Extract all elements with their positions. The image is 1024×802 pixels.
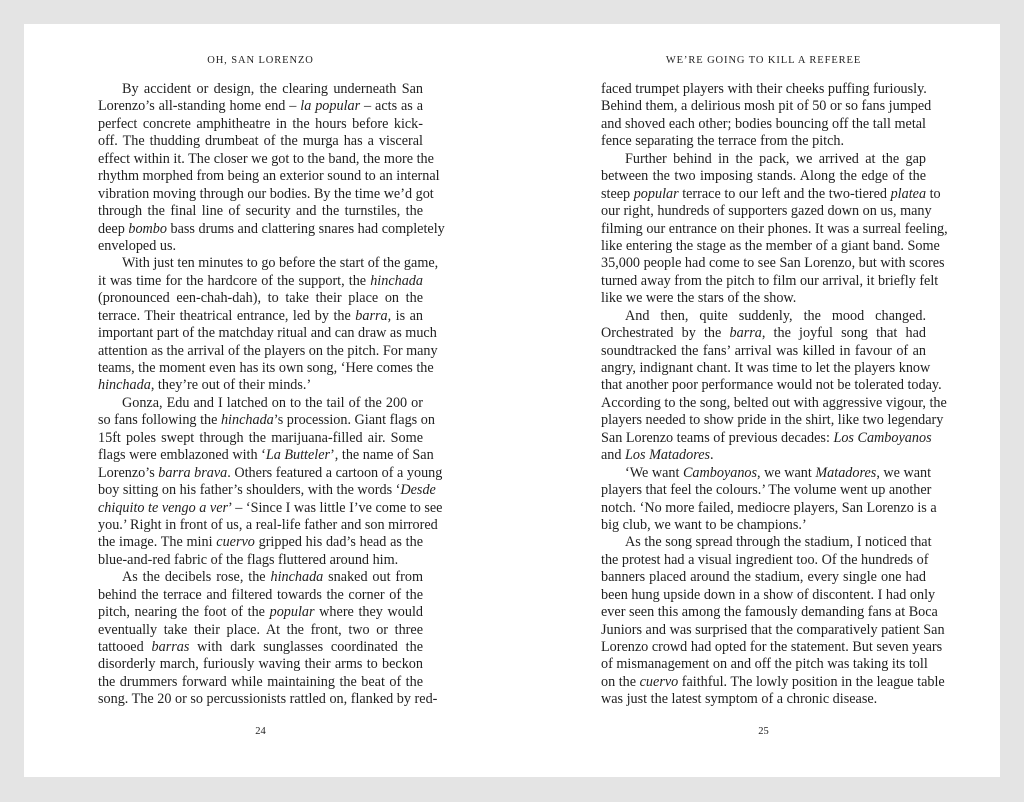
text-run: ‘We want [625,464,683,481]
text-line [98,569,423,586]
text-run: attention as the arrival of the players on the pitch. For many [98,342,438,359]
text-line [601,81,926,98]
text-run: with dark sunglasses coordinated the [189,639,424,655]
italic-text: Camboyanos [682,464,758,481]
text-line [98,412,435,429]
text-run: San Lorenzo teams of previous decades: [601,429,834,446]
text-run: Gonza, Edu and I latched on to the tail of the 200 or [122,394,423,411]
text-line [98,604,423,621]
text-run: deep [98,220,129,237]
text-run: . Others featured a cartoon of a young [227,464,443,481]
text-run: ’, the name of San [330,447,434,464]
italic-text: popular [269,604,315,621]
text-run: between the two imposing stands. Along the edge of the [601,168,926,185]
text-line [98,552,423,569]
text-run: pitch, nearing the foot of the [98,604,270,621]
text-run: off. The thudding drumbeat of the murga has a visceral [98,133,423,150]
text-run: effect within it. The closer we got to the band, the more the [98,150,434,167]
text-line [98,203,423,220]
italic-text: barra [729,325,762,342]
text-run: like entering the stage as the member of a giant band. Some [601,237,940,254]
text-line [601,429,932,447]
text-line [601,203,932,220]
text-line [601,272,939,290]
italic-text: barra, [355,307,392,324]
text-line [601,185,941,203]
text-line [601,499,937,517]
text-run: , we want [876,464,932,481]
text-line [98,447,434,464]
text-line [98,464,443,482]
text-run: angry, indignant chant. It was time to let the players know [601,360,931,376]
text-run: turned away from the pitch to film our arrival, it briefly felt [601,272,939,289]
italic-text: Desde [400,482,436,499]
text-line [601,255,945,272]
italic-text: cuervo [639,673,679,690]
text-line [601,377,942,394]
text-line [601,290,926,307]
text-run: (pronounced een-chah-dah), to take their place on the [98,290,423,307]
text-run: soundtracked the fans’ arrival was killed in favour of an [601,342,926,359]
text-line [98,622,423,639]
italic-text: hinchada [370,272,423,289]
text-line [601,569,926,586]
text-run: snaked out from [323,569,423,586]
text-run: bass drums and clattering snares had completely [166,220,445,237]
text-run: eventually take their place. At the front, two or three [98,621,423,638]
text-run: faithful. The lowly position in the league table [678,673,945,690]
text-line [98,290,423,307]
text-run: ’s procession. Giant flags on [273,412,435,429]
text-line [601,621,945,639]
text-run: faced trumpet players with their cheeks puffing furiously. [601,81,927,97]
text-run: terrace to our left and the two-tiered [678,185,891,202]
text-run: the protest had a visual ingredient too. Of the hundreds of [601,551,929,568]
italic-text: La Butteler [265,447,331,464]
text-run: that another poor performance would not be tolerated today. [601,377,942,394]
text-run: With just ten minutes to go before the start of the game, [122,255,439,272]
text-run: And then, quite suddenly, the mood changed. [625,307,926,324]
text-line [601,551,929,569]
text-line [98,238,423,255]
text-run: According to the song, belted out with aggressive vigour, the [601,394,947,411]
text-run: , we want [757,464,816,481]
text-run: rhythm morphed from being an exterior sound to an internal [98,168,440,185]
text-run: flags were emblazoned with ‘ [98,447,266,464]
text-line [601,673,945,691]
page-number-right: 25 [758,726,769,737]
text-line [601,534,932,551]
text-line [98,81,423,98]
italic-text: Los Matadores [625,447,711,464]
book-spread [24,24,1000,777]
text-run: Further behind in the pack, we arrived at the gap [625,150,926,167]
text-line [601,133,926,150]
text-line [98,168,440,185]
text-run: , the joyful song that had [761,325,926,342]
text-run: Lorenzo’s [98,464,159,481]
text-run: Lorenzo’s all-standing home end – [98,98,301,115]
text-line [98,185,434,203]
italic-text: bombo [128,220,167,237]
text-run: where they would [314,604,424,621]
text-run: boy sitting on his father’s shoulders, with the words ‘ [98,482,401,499]
text-run: you.’ Right in front of us, a real-life father and son mirrored [98,516,438,533]
text-run: Juniors and was surprised that the comparatively patient San [601,621,945,638]
text-line [601,151,926,168]
text-run: of mismanagement on and off the pitch was taking its toll [601,656,928,673]
text-run: banners placed around the stadium, every single one had [601,569,926,586]
text-line [98,98,423,115]
text-line [98,482,436,499]
text-line [98,342,438,360]
text-line [601,691,926,708]
text-run: the image. The mini [98,534,217,551]
text-run: Behind them, a delirious mosh pit of 50 or so fans jumped [601,98,932,115]
text-run: players that feel the colours.’ The volume went up another [601,482,932,499]
text-line [98,499,443,517]
text-run: our right, hundreds of supporters gazed down on us, many [601,203,932,220]
text-line [601,586,936,604]
text-run: was just the latest symptom of a chronic disease. [601,691,878,708]
text-line [98,430,423,447]
text-line [98,325,437,342]
text-run: vibration moving through our bodies. By the time we’d got [98,185,434,202]
text-run: big club, we want to be champions.’ [601,516,807,533]
text-line [601,656,926,673]
text-run: perfect concrete amphitheatre in the hours before kick- [98,115,423,132]
text-line [98,360,434,377]
text-line [601,325,926,342]
text-line [98,255,439,272]
italic-text: hinchada [270,569,324,586]
text-run: filming our entrance on their phones. It was a surreal feeling, [601,220,948,237]
italic-text: hinchada [98,377,151,394]
text-line [98,377,423,394]
text-line [98,534,423,551]
text-run: notch. ‘No more failed, mediocre players, San Lorenzo is a [601,499,937,516]
text-run: – acts as a [360,98,423,115]
page-number-left: 24 [255,726,266,737]
text-line [601,308,926,325]
italic-text: popular [633,185,679,202]
text-line [98,587,423,604]
text-line [601,639,943,656]
text-line [98,639,423,656]
right-page-body [601,81,948,709]
text-line [98,116,423,133]
text-line [601,360,931,377]
text-run: players needed to show pride in the shirt, like two legendary [601,412,944,429]
italic-text: cuervo [216,534,255,551]
text-run: 15ft poles swept through the marijuana-filled air. Some [98,429,423,446]
text-line [98,395,423,412]
text-line [601,220,948,238]
italic-text: chiquito te vengo a ver [98,499,229,516]
text-run: ’ – ‘Since I was little I’ve come to see [228,499,443,516]
text-line [601,517,926,534]
text-line [601,482,932,499]
text-run: As the decibels rose, the [122,569,271,586]
text-line [98,308,423,325]
text-line [98,691,438,708]
text-run: on the [601,673,640,690]
text-run: and [601,447,626,464]
text-run: terrace. Their theatrical entrance, led by the [98,307,356,324]
text-run: important part of the matchday ritual and can draw as much [98,325,437,342]
text-run: enveloped us. [98,237,177,254]
text-run: been hung upside down in a show of discontent. I had only [601,586,936,603]
text-run: 35,000 people had come to see San Lorenzo, but with scores [601,255,945,272]
text-line [601,447,926,464]
text-line [601,343,926,360]
text-line [98,150,434,168]
text-line [98,516,438,534]
text-run: , they’re out of their minds.’ [150,377,312,394]
text-run: steep [601,185,634,202]
text-run: . [710,447,714,464]
text-run: it was time for the hardcore of the support, the [98,272,371,289]
right-page [601,24,948,777]
italic-text: Matadores [815,464,877,481]
text-run: so fans following the [98,412,221,429]
italic-text: hinchada [220,412,274,429]
running-head-right: WE’RE GOING TO KILL A REFEREE [665,55,862,66]
text-line [601,98,932,115]
text-run: ever seen this among the famously demanding fans at Boca [601,604,938,621]
text-run: By accident or design, the clearing underneath San [122,81,423,97]
text-run: is an [391,307,423,324]
text-run: As the song spread through the stadium, I noticed that [625,534,932,551]
italic-text: barra brava [158,464,228,481]
text-line [98,656,423,673]
text-line [601,604,938,621]
text-run: gripped his dad’s head as the [254,534,423,551]
text-line [98,220,445,238]
text-run: the drummers forward while maintaining the beat of the [98,673,423,690]
italic-text: Los Camboyanos [833,429,932,446]
text-line [98,273,423,290]
text-run: Lorenzo crowd had opted for the statement. But seven years [601,639,943,655]
text-run: to [926,185,941,202]
left-page [98,24,445,777]
text-run: like we were the stars of the show. [601,290,797,307]
running-head-left: OH, SAN LORENZO [207,55,314,66]
text-run: song. The 20 or so percussionists rattled on, flanked by red- [98,691,438,708]
text-run: through the final line of security and the turnstiles, the [98,203,423,220]
italic-text: barras [151,639,190,655]
text-run: and shoved each other; bodies bouncing off the tall metal [601,115,926,132]
text-line [98,133,423,150]
text-run: Orchestrated by the [601,325,730,342]
text-line [601,116,926,133]
text-run: tattooed [98,639,152,655]
text-line [601,168,926,185]
text-run: teams, the moment even has its own song, ‘Here comes the [98,360,434,376]
text-line [601,237,940,255]
left-page-body [98,81,445,709]
text-run: blue-and-red fabric of the flags fluttered around him. [98,551,399,568]
text-line [98,674,423,691]
text-run: behind the terrace and filtered towards the corner of the [98,586,423,603]
text-run: fence separating the terrace from the pitch. [601,133,845,150]
text-line [601,394,947,412]
text-line [601,412,944,429]
italic-text: platea [890,185,927,202]
text-run: disorderly march, furiously waving their arms to beckon [98,656,423,673]
italic-text: la popular [300,98,361,115]
text-line [601,464,932,482]
